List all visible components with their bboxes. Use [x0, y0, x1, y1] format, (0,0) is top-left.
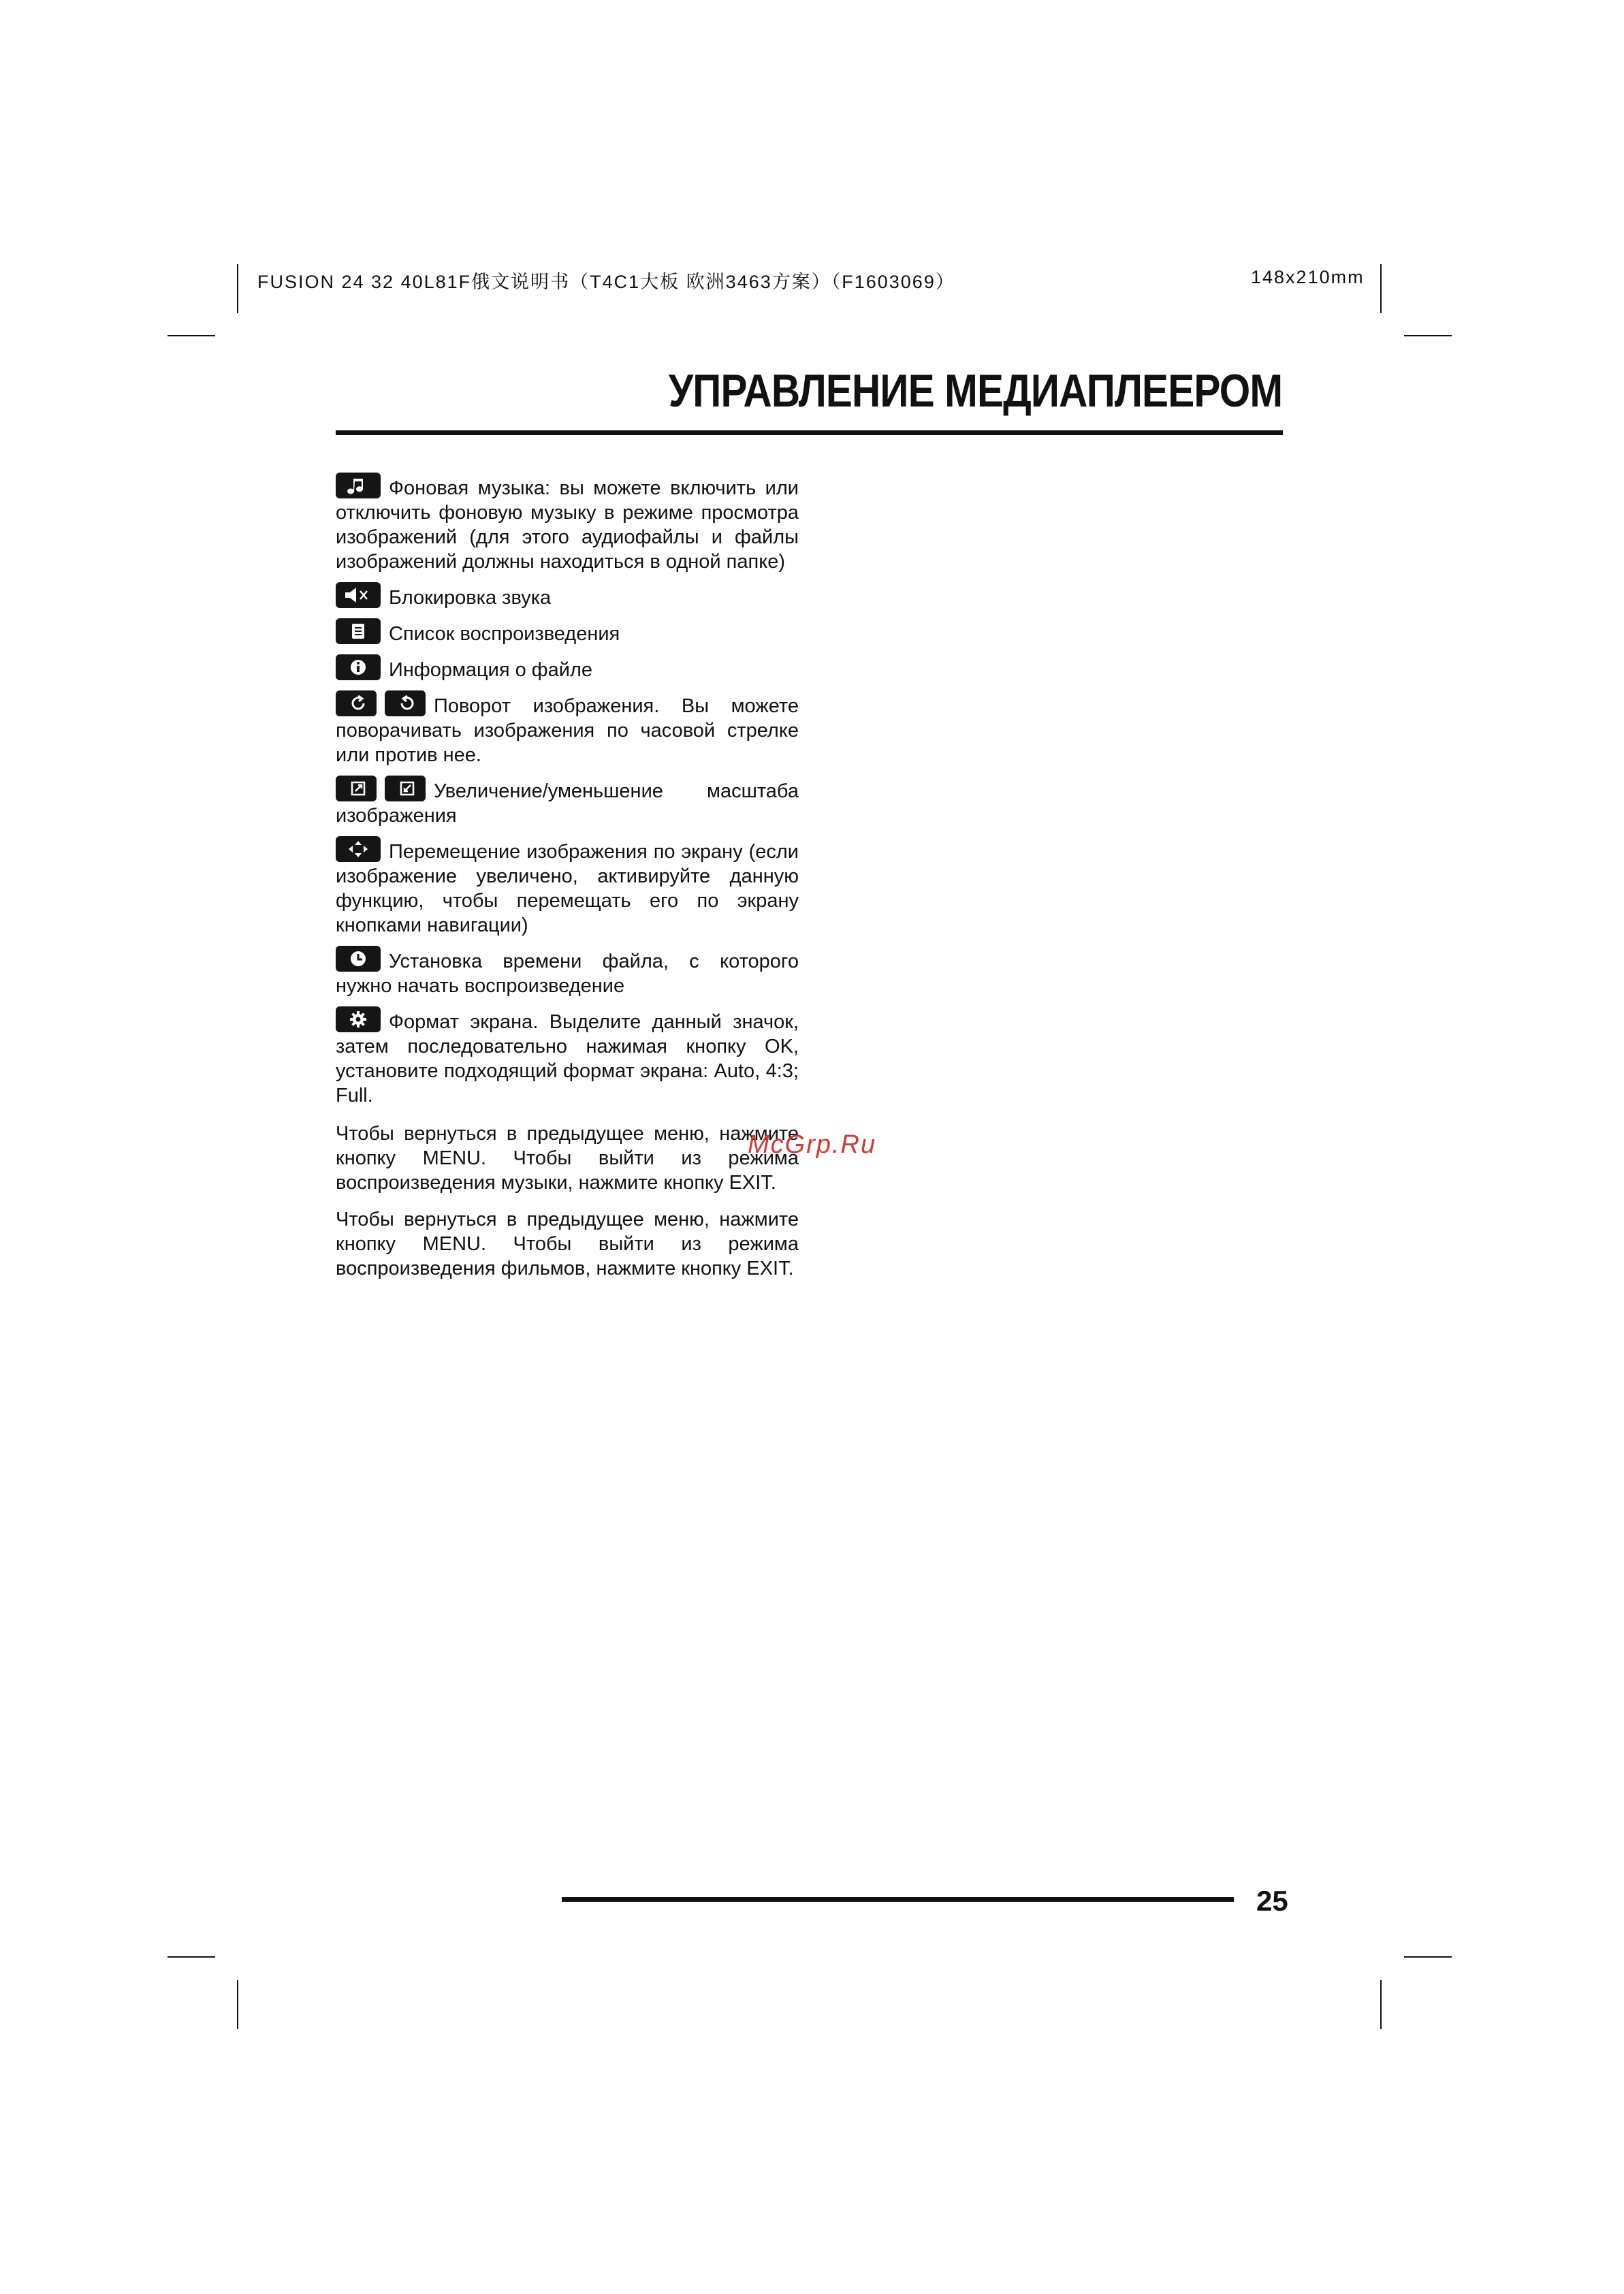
item-text: Информация о файле: [389, 659, 593, 681]
rotate-ccw-icon: [385, 690, 426, 716]
list-item: [336, 690, 799, 767]
page-title: УПРАВЛЕНИЕ МЕДИАПЛЕЕРОМ: [668, 365, 1282, 417]
gear-icon: [336, 1006, 381, 1032]
instruction-paragraph: Чтобы вернуться в предыдущее меню, нажмите кнопку MENU. Чтобы выйти из режима воспроизведения фильмов, нажмите кнопку EXIT.: [336, 1209, 799, 1279]
footer-rule: [562, 1897, 1234, 1902]
crop-mark: [1380, 1980, 1382, 2029]
crop-mark: [1380, 264, 1382, 313]
list-item: [336, 946, 799, 998]
print-header-left: FUSION 24 32 40L81F俄文说明书（T4C1大板 欧洲3463方案）（F1603069）: [257, 272, 955, 292]
item-text: Формат экрана. Выделите данный значок, затем последовательно нажимая кнопку OK, установите подходящий формат экрана: Auto, 4:3; Full.: [336, 1011, 799, 1106]
item-text: Установка времени файла, с которого нужно начать воспроизведение: [336, 951, 799, 997]
list-item: [336, 473, 799, 574]
list-item: [336, 776, 799, 828]
music-note-icon: [336, 473, 381, 498]
title-rule: [336, 430, 1283, 435]
item-text: Увеличение/уменьшение масштаба изображения: [336, 780, 799, 827]
crop-mark: [1404, 1956, 1452, 1958]
rotate-cw-icon: [336, 690, 377, 716]
list-item: [336, 618, 799, 646]
page-number: 25: [1256, 1885, 1288, 1917]
content-column: [336, 473, 799, 1293]
list-item: [336, 582, 799, 610]
crop-mark: [168, 1956, 215, 1958]
list-item: [336, 1006, 799, 1108]
crop-mark: [168, 335, 215, 336]
mute-icon: [336, 582, 381, 608]
clock-icon: [336, 946, 381, 972]
item-text: Поворот изображения. Вы можете поворачивать изображения по часовой стрелке или против нее.: [336, 695, 799, 766]
crop-mark: [237, 1980, 238, 2029]
item-text: Фоновая музыка: вы можете включить или отключить фоновую музыку в режиме просмотра изображений (для этого аудиофайлы и файлы изображений должны находиться в одной папке): [336, 477, 799, 573]
item-text: Список воспроизведения: [389, 623, 620, 645]
item-text: Перемещение изображения по экрану (если изображение увеличено, активируйте данную функцию, чтобы перемещать его по экрану кнопками навигации): [336, 841, 799, 936]
zoom-out-icon: [385, 776, 426, 801]
print-header-right: 148x210mm: [1251, 267, 1365, 287]
move-icon: [336, 836, 381, 862]
playlist-icon: [336, 618, 381, 644]
info-icon: [336, 654, 381, 680]
item-text: Блокировка звука: [389, 587, 552, 609]
list-item: [336, 654, 799, 682]
zoom-in-icon: [336, 776, 377, 801]
crop-mark: [237, 264, 238, 313]
crop-mark: [1404, 335, 1452, 336]
watermark: McGrp.Ru: [748, 1130, 877, 1159]
instruction-paragraph: Чтобы вернуться в предыдущее меню, нажмите кнопку MENU. Чтобы выйти из режима воспроизведения музыки, нажмите кнопку EXIT.: [336, 1123, 799, 1194]
list-item: [336, 836, 799, 938]
